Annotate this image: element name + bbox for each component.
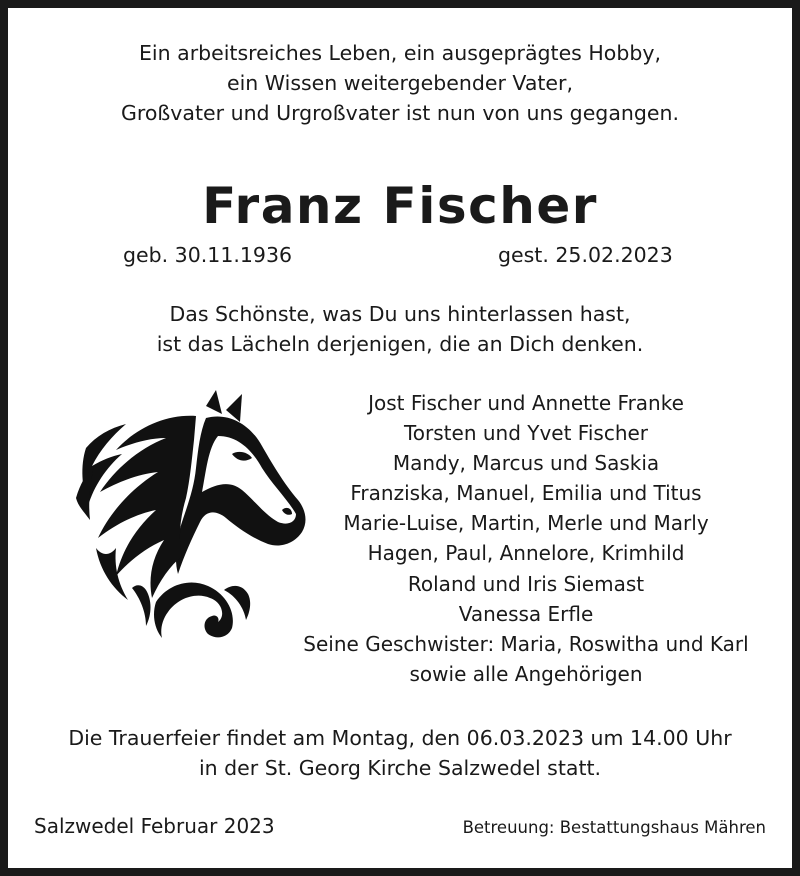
mourner-line: Mandy, Marcus und Saskia xyxy=(392,451,660,476)
intro-line: Ein arbeitsreiches Leben, ein ausgeprägtes Hobby, xyxy=(138,41,662,65)
intro-text xyxy=(8,38,792,128)
mourner-line: Seine Geschwister: Maria, Roswitha und Karl xyxy=(303,631,749,656)
death-date: gest. 25.02.2023 xyxy=(498,243,673,267)
mourner-line: Roland und Iris Siemast xyxy=(407,571,645,596)
service-line: in der St. Georg Kirche Salzwedel statt. xyxy=(198,756,602,780)
mourner-line: Torsten und Yvet Fischer xyxy=(403,421,649,446)
deceased-name: Franz Fischer xyxy=(202,177,598,235)
funeral-service-info xyxy=(8,723,792,783)
quote-line: ist das Lächeln derjenigen, die an Dich denken. xyxy=(156,332,644,356)
intro-line: Großvater und Urgroßvater ist nun von uns gegangen. xyxy=(120,101,680,125)
mourners-list xyxy=(276,388,776,689)
intro-line: ein Wissen weitergebender Vater, xyxy=(226,71,573,95)
mourner-line: Vanessa Erfle xyxy=(458,601,594,626)
mourner-line: Jost Fischer und Annette Franke xyxy=(368,391,684,415)
memorial-quote xyxy=(8,299,792,359)
mourner-line: Hagen, Paul, Annelore, Krimhild xyxy=(367,541,685,566)
mourner-line: Franziska, Manuel, Emilia und Titus xyxy=(350,481,702,506)
place-date: Salzwedel Februar 2023 xyxy=(34,814,275,838)
quote-line: Das Schönste, was Du uns hinterlassen hast, xyxy=(169,302,631,326)
mourner-line: Marie-Luise, Martin, Merle und Marly xyxy=(343,511,709,536)
mourner-line: sowie alle Angehörigen xyxy=(409,661,643,686)
service-line: Die Trauerfeier findet am Montag, den 06.03.2023 um 14.00 Uhr xyxy=(68,726,732,750)
horse-head-icon xyxy=(56,388,308,642)
funeral-home-credit: Betreuung: Bestattungshaus Mähren xyxy=(462,818,766,837)
birth-date: geb. 30.11.1936 xyxy=(123,243,293,267)
